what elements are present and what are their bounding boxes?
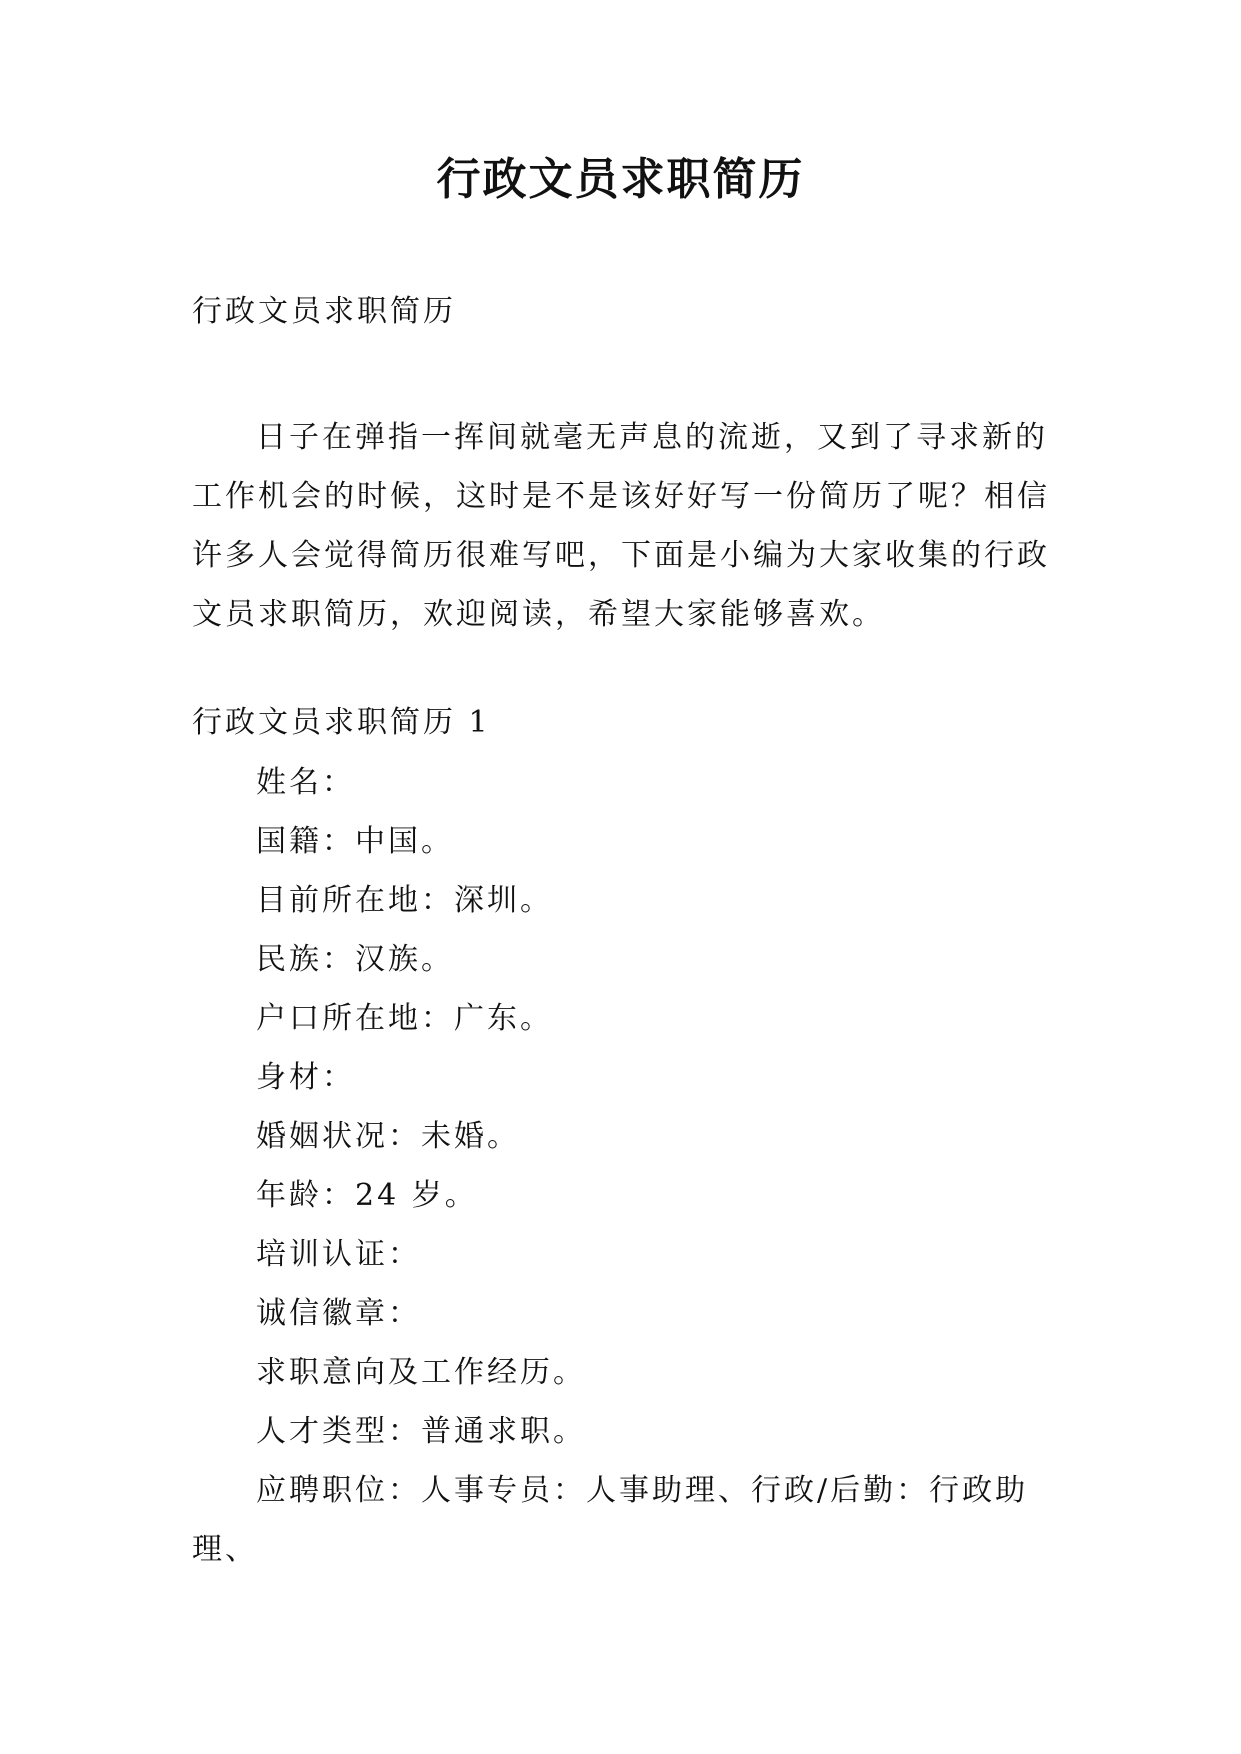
field-integrity-badge: 诚信徽章： [256,1296,421,1331]
field-talent-type: 人才类型：普通求职。 [256,1414,586,1449]
field-current-location: 目前所在地：深圳。 [256,883,553,918]
field-training-certification: 培训认证： [256,1237,421,1272]
document-subtitle: 行政文员求职简历 [192,294,456,329]
field-marital-status: 婚姻状况：未婚。 [256,1119,520,1154]
intro-paragraph: 日子在弹指一挥间就毫无声息的流逝，又到了寻求新的工作机会的时候，这时是不是该好好写一份简历了呢？相信许多人会觉得简历很难写吧，下面是小编为大家收集的行政文员求职简历，欢迎阅读，希望大家能够喜欢。 [192,420,1050,632]
section-title: 行政文员求职简历 1 [192,705,491,740]
field-ethnicity: 民族：汉族。 [256,942,454,977]
field-nationality: 国籍：中国。 [256,824,454,859]
field-job-intent: 求职意向及工作经历。 [256,1355,586,1390]
field-name: 姓名： [256,765,355,800]
field-age: 年龄：24 岁。 [256,1178,478,1213]
field-physique: 身材： [256,1060,355,1095]
field-applied-position: 应聘职位：人事专员：人事助理、行政/后勤：行政助理、 [192,1473,1029,1567]
document-title: 行政文员求职简历 [436,154,805,205]
resume-field-list [192,753,1052,1579]
field-household-location: 户口所在地：广东。 [256,1001,553,1036]
